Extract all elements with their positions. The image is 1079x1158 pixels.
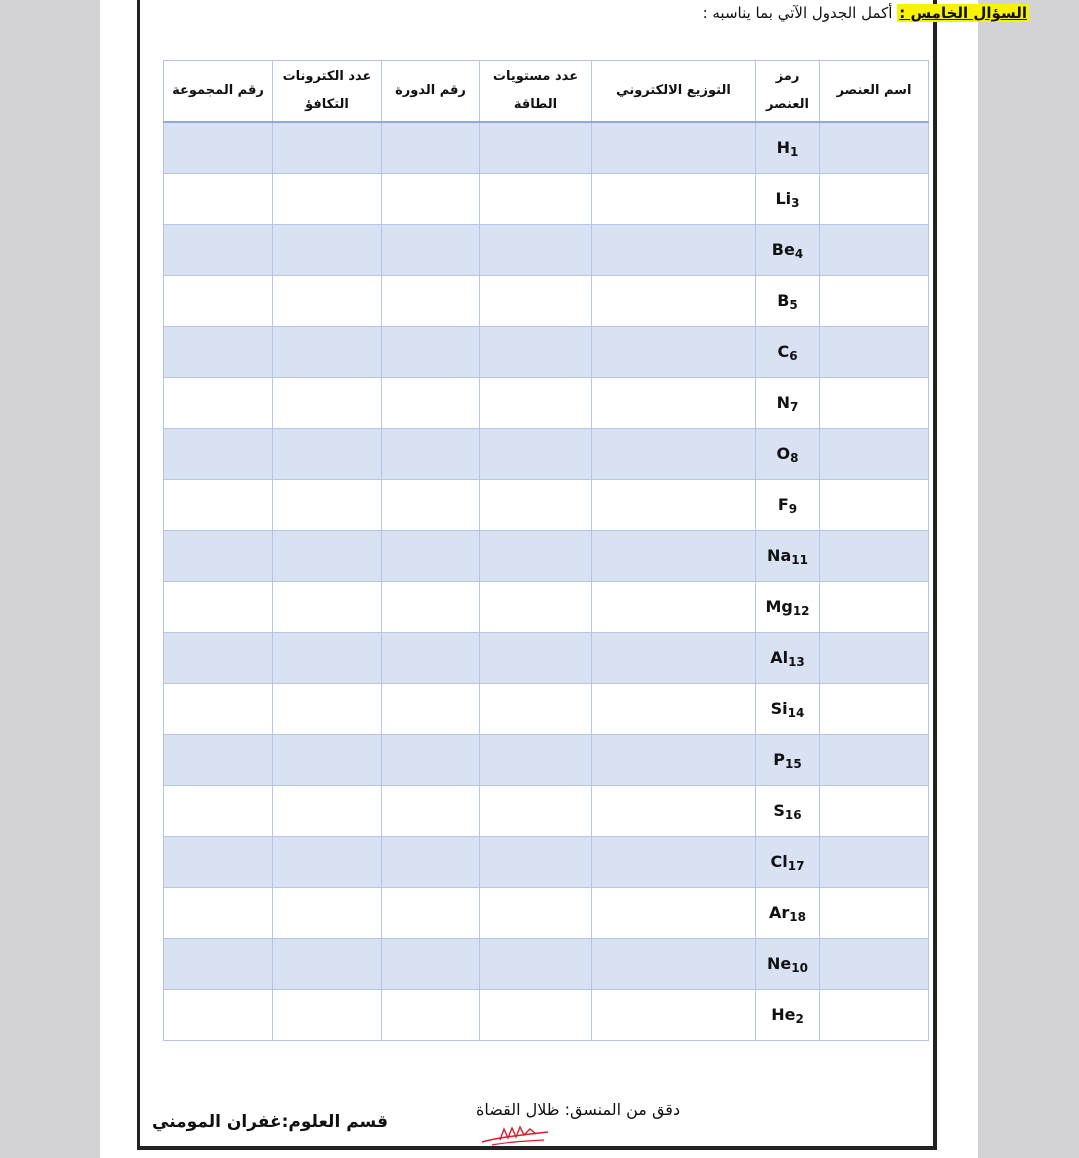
symbol-letters: C xyxy=(777,341,790,361)
cell-energy-levels[interactable] xyxy=(480,480,592,531)
cell-element-symbol xyxy=(756,327,820,378)
element-symbol xyxy=(767,546,808,567)
element-symbol xyxy=(777,138,799,159)
element-symbol xyxy=(767,954,808,975)
element-symbol xyxy=(777,291,798,312)
atomic-number: 9 xyxy=(788,501,798,516)
cell-element-name[interactable] xyxy=(820,786,929,837)
symbol-letters: H xyxy=(776,137,791,157)
cell-element-name[interactable] xyxy=(820,174,929,225)
symbol-letters: Ne xyxy=(767,953,792,973)
cell-group-number[interactable] xyxy=(164,531,273,582)
cell-electron-configuration[interactable] xyxy=(592,174,756,225)
table-row xyxy=(164,531,929,582)
cell-period-number[interactable] xyxy=(382,122,480,174)
cell-period-number[interactable] xyxy=(382,786,480,837)
atomic-number: 12 xyxy=(792,603,810,618)
atomic-number: 3 xyxy=(791,195,800,210)
coordinator-check: دقق من المنسق: ظلال القضاة xyxy=(476,1100,681,1119)
atomic-number: 16 xyxy=(784,807,802,822)
cell-period-number[interactable] xyxy=(382,429,480,480)
cell-electron-configuration[interactable] xyxy=(592,122,756,174)
element-symbol xyxy=(775,189,799,210)
cell-element-symbol xyxy=(756,837,820,888)
symbol-letters: Cl xyxy=(770,851,788,871)
cell-period-number[interactable] xyxy=(382,990,480,1041)
cell-energy-levels[interactable] xyxy=(480,429,592,480)
cell-element-name[interactable] xyxy=(820,735,929,786)
symbol-letters: Al xyxy=(770,647,789,667)
cell-electron-configuration[interactable] xyxy=(592,225,756,276)
cell-electron-configuration[interactable] xyxy=(592,276,756,327)
cell-valence-electrons[interactable] xyxy=(273,327,382,378)
cell-valence-electrons[interactable] xyxy=(273,122,382,174)
cell-period-number[interactable] xyxy=(382,531,480,582)
cell-group-number[interactable] xyxy=(164,174,273,225)
table-row xyxy=(164,225,929,276)
atomic-number: 15 xyxy=(785,756,802,771)
cell-element-symbol xyxy=(756,480,820,531)
cell-valence-electrons[interactable] xyxy=(273,735,382,786)
atomic-number: 1 xyxy=(790,144,799,159)
header-electron-configuration: التوزيع الالكتروني xyxy=(592,61,756,123)
atomic-number: 7 xyxy=(790,399,799,414)
cell-electron-configuration[interactable] xyxy=(592,735,756,786)
atomic-number: 6 xyxy=(789,348,798,363)
cell-valence-electrons[interactable] xyxy=(273,276,382,327)
element-symbol xyxy=(771,852,805,873)
symbol-letters: He xyxy=(771,1004,796,1024)
cell-electron-configuration[interactable] xyxy=(592,531,756,582)
element-symbol xyxy=(770,648,805,669)
cell-period-number[interactable] xyxy=(382,327,480,378)
symbol-letters: B xyxy=(777,290,790,310)
cell-element-symbol xyxy=(756,582,820,633)
table-row xyxy=(164,378,929,429)
cell-electron-configuration[interactable] xyxy=(592,990,756,1041)
table-row xyxy=(164,990,929,1041)
cell-element-name[interactable] xyxy=(820,276,929,327)
cell-element-name[interactable] xyxy=(820,122,929,174)
cell-electron-configuration[interactable] xyxy=(592,939,756,990)
cell-valence-electrons[interactable] xyxy=(273,633,382,684)
cell-energy-levels[interactable] xyxy=(480,276,592,327)
cell-valence-electrons[interactable] xyxy=(273,786,382,837)
table-row xyxy=(164,327,929,378)
cell-energy-levels[interactable] xyxy=(480,327,592,378)
cell-energy-levels[interactable] xyxy=(480,888,592,939)
table-row xyxy=(164,582,929,633)
symbol-letters: O xyxy=(776,443,791,463)
element-symbol xyxy=(778,495,797,516)
atomic-number: 17 xyxy=(787,858,805,873)
cell-element-name[interactable] xyxy=(820,582,929,633)
cell-period-number[interactable] xyxy=(382,939,480,990)
cell-energy-levels[interactable] xyxy=(480,939,592,990)
cell-electron-configuration[interactable] xyxy=(592,786,756,837)
element-symbol xyxy=(777,342,797,363)
element-symbol xyxy=(773,801,801,822)
atomic-number: 8 xyxy=(790,450,799,465)
cell-element-symbol xyxy=(756,276,820,327)
question-label: السؤال الخامس : xyxy=(899,4,1027,22)
cell-period-number[interactable] xyxy=(382,225,480,276)
cell-valence-electrons[interactable] xyxy=(273,990,382,1041)
cell-valence-electrons[interactable] xyxy=(273,684,382,735)
element-symbol xyxy=(771,1005,804,1026)
cell-valence-electrons[interactable] xyxy=(273,888,382,939)
cell-group-number[interactable] xyxy=(164,122,273,174)
cell-element-symbol xyxy=(756,122,820,174)
symbol-letters: Li xyxy=(775,188,792,208)
cell-energy-levels[interactable] xyxy=(480,225,592,276)
cell-element-symbol xyxy=(756,225,820,276)
cell-group-number[interactable] xyxy=(164,939,273,990)
cell-group-number[interactable] xyxy=(164,225,273,276)
symbol-letters: Si xyxy=(770,698,788,718)
cell-group-number[interactable] xyxy=(164,837,273,888)
element-symbol xyxy=(769,903,806,924)
cell-element-symbol xyxy=(756,939,820,990)
cell-period-number[interactable] xyxy=(382,276,480,327)
question-heading xyxy=(703,4,1029,22)
cell-group-number[interactable] xyxy=(164,480,273,531)
header-period-number: رقم الدورة xyxy=(382,61,480,123)
cell-valence-electrons[interactable] xyxy=(273,480,382,531)
table-header-row xyxy=(164,61,929,123)
cell-group-number[interactable] xyxy=(164,735,273,786)
cell-group-number[interactable] xyxy=(164,990,273,1041)
cell-element-symbol xyxy=(756,684,820,735)
cell-electron-configuration[interactable] xyxy=(592,480,756,531)
cell-electron-configuration[interactable] xyxy=(592,633,756,684)
cell-period-number[interactable] xyxy=(382,480,480,531)
cell-valence-electrons[interactable] xyxy=(273,429,382,480)
cell-valence-electrons[interactable] xyxy=(273,837,382,888)
question-instruction: أكمل الجدول الآتي بما يناسبه : xyxy=(702,4,893,22)
cell-element-name[interactable] xyxy=(820,480,929,531)
cell-element-name[interactable] xyxy=(820,837,929,888)
cell-group-number[interactable] xyxy=(164,786,273,837)
cell-electron-configuration[interactable] xyxy=(592,888,756,939)
cell-group-number[interactable] xyxy=(164,327,273,378)
cell-element-symbol xyxy=(756,378,820,429)
cell-energy-levels[interactable] xyxy=(480,633,592,684)
elements-table xyxy=(163,60,929,1041)
cell-element-name[interactable] xyxy=(820,225,929,276)
cell-period-number[interactable] xyxy=(382,684,480,735)
cell-element-symbol xyxy=(756,888,820,939)
symbol-letters: F xyxy=(777,494,789,514)
header-element-name: اسم العنصر xyxy=(820,61,929,123)
atomic-number: 14 xyxy=(787,705,805,720)
cell-period-number[interactable] xyxy=(382,582,480,633)
cell-energy-levels[interactable] xyxy=(480,378,592,429)
table-row xyxy=(164,684,929,735)
department-teacher: قسم العلوم:غفران المومني xyxy=(152,1112,388,1132)
cell-period-number[interactable] xyxy=(382,837,480,888)
cell-period-number[interactable] xyxy=(382,735,480,786)
symbol-letters: Na xyxy=(767,545,792,565)
element-symbol xyxy=(777,444,799,465)
cell-element-name[interactable] xyxy=(820,939,929,990)
cell-element-symbol xyxy=(756,735,820,786)
symbol-letters: P xyxy=(773,749,786,769)
cell-energy-levels[interactable] xyxy=(480,122,592,174)
symbol-letters: Be xyxy=(771,239,795,259)
atomic-number: 2 xyxy=(795,1011,804,1026)
symbol-letters: N xyxy=(776,392,791,412)
element-symbol xyxy=(773,750,801,771)
cell-electron-configuration[interactable] xyxy=(592,837,756,888)
table-row xyxy=(164,888,929,939)
element-symbol xyxy=(777,393,799,414)
table-row xyxy=(164,122,929,174)
header-energy-levels: عدد مستويات الطاقة xyxy=(480,61,592,123)
cell-valence-electrons[interactable] xyxy=(273,225,382,276)
atomic-number: 10 xyxy=(791,960,808,975)
table-row xyxy=(164,480,929,531)
element-symbol xyxy=(765,597,809,618)
table-row xyxy=(164,786,929,837)
cell-valence-electrons[interactable] xyxy=(273,378,382,429)
cell-group-number[interactable] xyxy=(164,684,273,735)
cell-period-number[interactable] xyxy=(382,633,480,684)
cell-valence-electrons[interactable] xyxy=(273,582,382,633)
element-symbol xyxy=(772,240,803,261)
table-row xyxy=(164,735,929,786)
cell-energy-levels[interactable] xyxy=(480,684,592,735)
table-row xyxy=(164,276,929,327)
atomic-number: 11 xyxy=(791,552,808,567)
table-row xyxy=(164,837,929,888)
atomic-number: 18 xyxy=(789,909,806,924)
cell-energy-levels[interactable] xyxy=(480,837,592,888)
cell-period-number[interactable] xyxy=(382,888,480,939)
table-row xyxy=(164,174,929,225)
cell-electron-configuration[interactable] xyxy=(592,582,756,633)
cell-energy-levels[interactable] xyxy=(480,735,592,786)
cell-element-name[interactable] xyxy=(820,888,929,939)
cell-element-symbol xyxy=(756,633,820,684)
cell-valence-electrons[interactable] xyxy=(273,174,382,225)
cell-group-number[interactable] xyxy=(164,429,273,480)
cell-group-number[interactable] xyxy=(164,378,273,429)
cell-valence-electrons[interactable] xyxy=(273,939,382,990)
cell-electron-configuration[interactable] xyxy=(592,327,756,378)
cell-group-number[interactable] xyxy=(164,888,273,939)
symbol-letters: S xyxy=(773,800,785,820)
cell-element-name[interactable] xyxy=(820,429,929,480)
cell-energy-levels[interactable] xyxy=(480,786,592,837)
cell-period-number[interactable] xyxy=(382,378,480,429)
cell-period-number[interactable] xyxy=(382,174,480,225)
header-group-number: رقم المجموعة xyxy=(164,61,273,123)
atomic-number: 4 xyxy=(794,246,804,261)
cell-element-name[interactable] xyxy=(820,990,929,1041)
cell-element-name[interactable] xyxy=(820,378,929,429)
cell-element-name[interactable] xyxy=(820,684,929,735)
cell-group-number[interactable] xyxy=(164,633,273,684)
cell-element-name[interactable] xyxy=(820,327,929,378)
cell-energy-levels[interactable] xyxy=(480,582,592,633)
coordinator-signature xyxy=(478,1120,558,1148)
symbol-letters: Mg xyxy=(765,596,793,616)
table-row xyxy=(164,429,929,480)
cell-energy-levels[interactable] xyxy=(480,531,592,582)
header-element-symbol: رمز العنصر xyxy=(756,61,820,123)
cell-electron-configuration[interactable] xyxy=(592,429,756,480)
cell-element-symbol xyxy=(756,990,820,1041)
cell-valence-electrons[interactable] xyxy=(273,531,382,582)
header-valence-electrons: عدد الكترونات التكافؤ xyxy=(273,61,382,123)
cell-energy-levels[interactable] xyxy=(480,990,592,1041)
cell-element-symbol xyxy=(756,786,820,837)
table-row xyxy=(164,633,929,684)
cell-group-number[interactable] xyxy=(164,276,273,327)
cell-element-symbol xyxy=(756,531,820,582)
table-row xyxy=(164,939,929,990)
symbol-letters: Ar xyxy=(769,902,790,922)
cell-group-number[interactable] xyxy=(164,582,273,633)
cell-element-name[interactable] xyxy=(820,531,929,582)
element-symbol xyxy=(771,699,805,720)
cell-element-symbol xyxy=(756,174,820,225)
cell-electron-configuration[interactable] xyxy=(592,378,756,429)
cell-electron-configuration[interactable] xyxy=(592,684,756,735)
cell-energy-levels[interactable] xyxy=(480,174,592,225)
cell-element-symbol xyxy=(756,429,820,480)
cell-element-name[interactable] xyxy=(820,633,929,684)
atomic-number: 5 xyxy=(789,297,798,312)
atomic-number: 13 xyxy=(788,654,805,669)
